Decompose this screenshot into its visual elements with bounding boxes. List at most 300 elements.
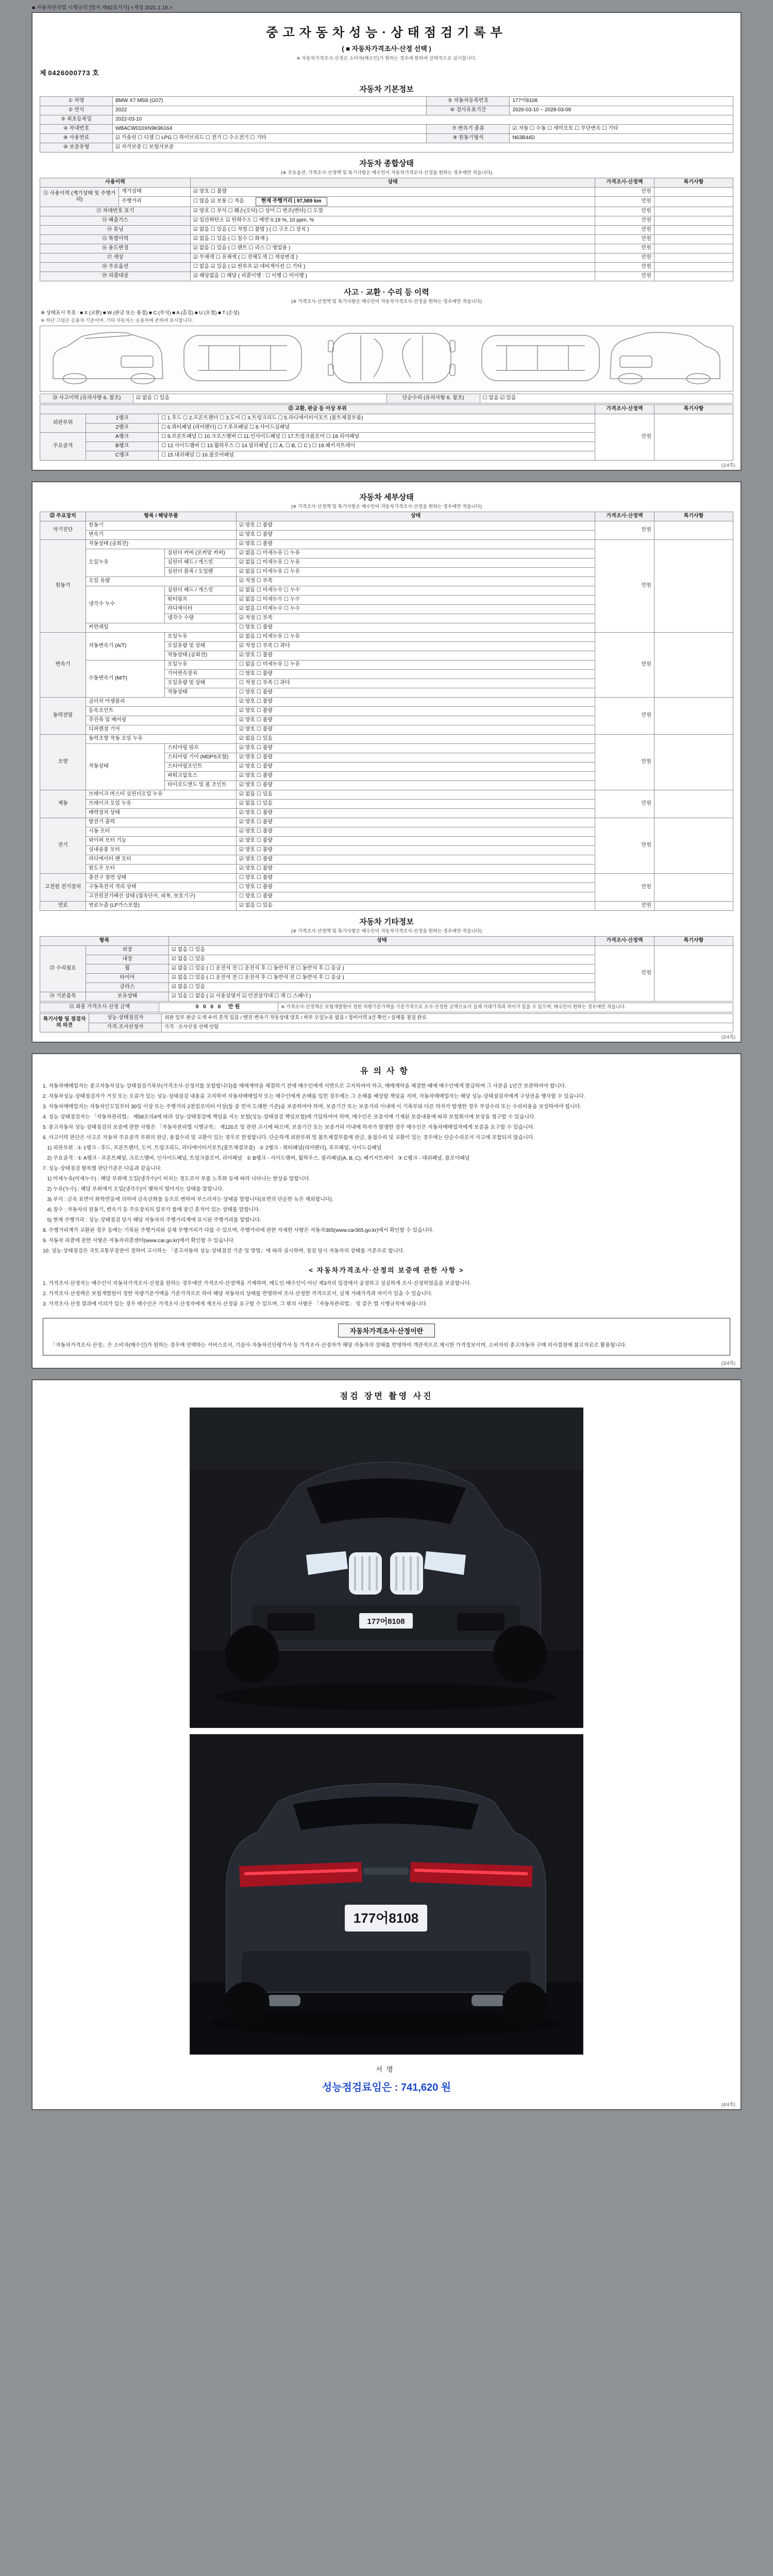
status-cell[interactable]: ☑ 없음 ☐ 있음 ( ☐ 적법 ☐ 불법 ) ( ☐ 구조 ☐ 장치 ) <box>191 225 595 234</box>
title-note: ※ 자동차가격조사·산정은 소비자(매수인)가 원하는 경우에 한하여 선택적으로 실시합니다. <box>296 56 477 61</box>
l2-cell: ⑨ 원동기형식 <box>427 134 510 143</box>
item-cell: 변속기 <box>86 530 237 539</box>
sub-cell: 실린더 헤드 / 개스킷 <box>165 586 237 595</box>
l1-cell: ⑩ 보증유형 <box>40 143 113 152</box>
table-row <box>40 394 733 403</box>
table-row <box>40 216 733 225</box>
sub-cell: 계기상태 <box>119 188 191 197</box>
item-cell: 자동변속기 (A/T) <box>86 632 165 660</box>
note-cell <box>654 521 733 539</box>
table-row <box>40 207 733 216</box>
table-row <box>40 115 733 125</box>
price-cell: 만원 <box>595 632 654 697</box>
l1-cell: ② 연식 <box>40 106 113 115</box>
table-row <box>40 134 733 143</box>
doc-no-suffix: 호 <box>92 69 99 77</box>
item-cell: 내장 <box>86 955 169 964</box>
rear-license-plate: 177어8108 <box>353 1910 419 1926</box>
price-cell: 만원 <box>595 225 654 234</box>
section-title-basic: 자동차 기본정보 <box>359 85 414 94</box>
sub-cell: 실린더 헤드 / 개스킷 <box>165 558 237 567</box>
price-cell: 만원 <box>595 945 654 1001</box>
notice-item: 9. 자동차 리콜에 관한 사항은 자동차리콜센터(www.car.go.kr)에서 확인할 수 있습니다. <box>43 1238 235 1244</box>
status-cell[interactable]: ☑ 적정 ☐ 부족 <box>237 614 595 623</box>
final-price-note: ※ 가격조사·산정액은 보험개발원이 정한 차량기준가액을 기준가격으로 조사·산정한 금액으로서 실제 거래가격과 차이가 있을 수 있으며, 매수인이 원하는 경우에만 적습니다. <box>278 1003 733 1012</box>
note-cell <box>654 539 733 632</box>
section-title-accident: 사고 · 교환 · 수리 등 이력 (※ 가격조사·산정액 및 특기사항은 매수인이 자동차가격조사·산정을 원하는 경우에만 적습니다) <box>40 282 733 307</box>
appraiser-comment: 가격 · 조사산정 선택 안함 <box>162 1023 733 1032</box>
definition-text: 「자동차가격조사·산정」은 소비자(매수인)가 원하는 경우에 선택하는 서비스로서, 기술사·자동차진단평가사 등 가격조사·산정자가 해당 자동차의 상태를 반영하여 객관적으로 제시한 가격정보이며, 소비자의 중고자동차 구매 의사결정에 참고자료로 활용됩니다. <box>51 1342 627 1348</box>
note-cell <box>654 244 733 253</box>
status-cell[interactable]: ☑ 양호 ☐ 불량 <box>237 530 595 539</box>
table-row <box>40 106 733 115</box>
item-cell: 보유상태 <box>86 992 169 1001</box>
v1-cell: BMW X7 M50i (G07) <box>113 97 427 106</box>
status-cell[interactable]: ☑ 적정 ☐ 부족 <box>237 577 595 586</box>
col-header-status: 상태 <box>169 936 595 945</box>
v1-cell: WBACW010XN9K96164 <box>113 125 427 134</box>
status-cell[interactable]: ☑ 없음 ☐ 미세누수 ☐ 누수 <box>237 595 595 604</box>
status-cell[interactable]: ☐ 적정 ☐ 부족 ☐ 과다 <box>237 679 595 688</box>
status-cell[interactable]: ☑ 없음 ☐ 있음 <box>237 799 595 808</box>
item-cell: 실내송풍 모터 <box>86 845 237 855</box>
accident-history-label: ⑳ 사고이력 (유의사항 6. 참조) <box>40 394 133 403</box>
price-cell: 만원 <box>595 873 654 901</box>
status-cell[interactable]: ☑ 양호 ☐ 불량 <box>237 743 595 753</box>
status-cell[interactable]: ☑ 무채색 ☐ 유채색 ( ☐ 전체도색 ☐ 색상변경 ) <box>191 253 595 262</box>
item-cell: 냉각수 누수 <box>86 586 165 623</box>
table-row <box>40 234 733 244</box>
warranty-item: 2. 가격조사·산정액은 보험개발원이 정한 차량기준가액을 기준가격으로 하여 해당 자동차의 상태를 반영하여 조사·산정한 가격으로서, 실제 거래가격과 차이가 있을 수 있습니다. <box>43 1291 433 1297</box>
note-cell <box>654 945 733 1001</box>
status-cell[interactable]: ☐ 9.프론트패널 ☐ 10.크로스멤버 ☐ 11.인사이드패널 ☐ 17.트렁크플로어 ☐ 18.리어패널 <box>159 432 595 442</box>
car-rear-quarter-view <box>610 332 720 384</box>
price-cell: 만원 <box>595 734 654 790</box>
car-damage-diagrams <box>40 326 733 392</box>
item-cell: C랭크 <box>86 451 159 460</box>
photo-rear-svg <box>190 1735 582 2054</box>
status-cell[interactable]: ☑ 양호 ☐ 불량 <box>237 818 595 827</box>
front-license-plate: 177어8108 <box>367 1617 405 1626</box>
status-cell[interactable]: ☐ 없음 ☐ 미세누유 ☐ 누유 <box>237 660 595 669</box>
note-cell <box>654 414 733 460</box>
odometer-box: 현재 주행거리 | 97,589 km <box>256 197 327 206</box>
status-cell[interactable]: ☑ 양호 ☐ 불량 <box>237 771 595 781</box>
car-rear-body <box>224 1784 548 2023</box>
table-header-row <box>40 936 733 945</box>
status-cell[interactable]: ☐ 6.쿼터패널 (리어펜더) ☐ 7.루프패널 ☐ 8.사이드실패널 <box>159 423 595 432</box>
item-cell: 휠 <box>86 964 169 973</box>
col-header-parts: ㉑ 교환, 판금 등 이상 부위 <box>40 404 595 414</box>
notice-item: 5. 중고자동차 성능·상태점검의 보증에 관한 사항은 「자동차관리법 시행규칙」 제120조 및 관련 고시에 따르며, 보증기간 또는 보증거리 이내에 하자가 발생한 경우 매수인은 자동차매매업자에게 보증을 요구할 수 있습니다. <box>43 1124 535 1130</box>
l2-cell: ⑤ 자동차등록번호 <box>427 97 510 106</box>
status-cell[interactable]: ☑ 없음 ☐ 있음 ( ☐ 렌트 ☐ 리스 ☐ 영업용 ) <box>191 244 595 253</box>
item-cell: 고전원전기배선 상태 (접속단자, 피복, 보호기구) <box>86 892 237 901</box>
price-cell: 만원 <box>595 197 654 207</box>
note-cell <box>654 216 733 225</box>
note-cell <box>654 873 733 901</box>
table-row <box>40 414 733 423</box>
notice-item: 4. 성능·상태점검자는 「자동차관리법」 제58조의4에 따라 성능·상태점검에 책임을 지는 보험(성능·상태점검 책임보험)에 가입하여야 하며, 매수인은 보증서에 기재된 보증내용에 따라 보험회사에 보상을 청구할 수 있습니다. <box>43 1114 536 1120</box>
group-cell: 조향 <box>40 734 86 790</box>
item-cell: 작동상태 (공회전) <box>86 539 237 549</box>
l2-cell: ⑥ 검사유효기간 <box>427 106 510 115</box>
notice-item: 1. 자동차매매업자는 중고자동차성능·상태점검기록부(가격조사·산정서를 포함합니다)를 매매계약을 체결하기 전에 매수인에게 서면으로 고지하여야 하고, 매매계약을 체결한 때에 매수인에게 발급하며 그 사본을 1년간 보관하여야 합니다. <box>43 1083 566 1089</box>
table-header-row <box>40 512 733 521</box>
status-cell[interactable]: ☐ 1.후드 ☐ 2.프론트펜더 ☐ 3.도어 ☐ 4.트렁크리드 ☐ 5.라디에이터서포트 (볼트체결부품) <box>159 414 595 423</box>
section-note: (※ 가격조사·산정액 및 특기사항은 매수인이 자동차가격조사·산정을 원하는 경우에만 적습니다) <box>291 928 482 934</box>
status-cell[interactable]: ☐ 양호 ☐ 불량 <box>237 623 595 632</box>
sub-cell: 주행거리 <box>119 197 191 207</box>
note-cell <box>654 818 733 873</box>
v2-cell: N63B44D <box>510 134 733 143</box>
price-cell: 만원 <box>595 253 654 262</box>
basic-info-table <box>40 96 733 152</box>
v1-cell[interactable]: ☑ 자가보증 ☐ 보험사보증 <box>113 143 733 152</box>
sub-cell: 파워고압호스 <box>165 771 237 781</box>
comprehensive-table <box>40 178 733 281</box>
table-row <box>40 97 733 106</box>
group-cell: 동력전달 <box>40 697 86 734</box>
status-cell[interactable]: ☐ 많음 ☑ 보통 ☐ 적음 현재 주행거리 | 97,589 km <box>191 197 595 207</box>
definition-title-wrap <box>51 1324 722 1342</box>
status-cell[interactable]: ☑ 없음 ☐ 미세누유 ☐ 누유 <box>237 558 595 567</box>
item-cell: 클러치 어셈블리 <box>86 697 237 706</box>
definition-title: 자동차가격조사·산정이란 <box>338 1324 435 1337</box>
price-cell: 만원 <box>595 244 654 253</box>
status-cell[interactable]: ☐ 양호 ☐ 불량 <box>237 892 595 901</box>
item-cell: 충전구 절연 상태 <box>86 873 237 883</box>
group-cell: 변속기 <box>40 632 86 697</box>
status-cell[interactable]: ☑ 없음 ☐ 미세누유 ☐ 누유 <box>237 567 595 577</box>
status-cell[interactable]: ☑ 없음 ☐ 있음 ( ☐ 운전석 전 ☐ 운전석 후 ☐ 동반석 전 ☐ 동반석 후 ☐ 응급 ) <box>169 964 595 973</box>
exchange-panel-table <box>40 404 733 461</box>
status-cell[interactable]: ☐ 12.사이드멤버 ☐ 13.휠하우스 ☐ 14.필러패널 ( ☐ A, ☐ B, ☐ C ) ☐ 19.패키지트레이 <box>159 442 595 451</box>
page-mark: (2/4쪽) <box>721 1034 735 1040</box>
table-row <box>40 225 733 234</box>
doc-no-prefix: 제 <box>40 69 46 77</box>
status-cell[interactable]: ☐ 양호 ☐ 불량 <box>237 688 595 697</box>
status-cell[interactable]: ☑ 양호 ☐ 불량 <box>237 725 595 734</box>
item-cell: A랭크 <box>86 432 159 442</box>
group-cell: 주요골격 <box>40 432 86 460</box>
item-cell: 수동변속기 (M/T) <box>86 660 165 697</box>
price-cell: 만원 <box>595 521 654 539</box>
table-row <box>40 253 733 262</box>
table-row <box>40 262 733 272</box>
item-cell: 연료누출 (LP가스포함) <box>86 901 237 910</box>
table-row <box>40 632 733 641</box>
notice-item: 1) 외판부위 : ① 1랭크 - 후드, 프론트펜더, 도어, 트렁크리드, 라디에이터서포트(볼트체결부품) ② 2랭크 - 쿼터패널(리어펜더), 루프패널, 사이드실패널 <box>43 1145 382 1151</box>
status-cell[interactable]: ☑ 없음 ☐ 있음 <box>237 790 595 799</box>
page-title: 중고자동차성능·상태점검기록부 <box>266 26 507 40</box>
price-cell: 만원 <box>595 216 654 225</box>
v1-cell: 2022 <box>113 106 427 115</box>
table-header-row <box>40 178 733 188</box>
warranty-title: < 자동차가격조사·산정의 보증에 관한 사항 > <box>309 1266 464 1274</box>
final-price-value: 0 0 0 0 만원 <box>159 1003 278 1012</box>
group-cell: 외판부위 <box>40 414 86 432</box>
table-row <box>40 790 733 799</box>
item-cell: 동력조향 작동 오일 누유 <box>86 734 237 743</box>
section-note: (※ 주요옵션, 가격조사·산정액 및 특기사항은 매수인이 자동차가격조사·산정을 원하는 경우에만 적습니다) <box>281 170 492 175</box>
damage-code-legend: ※ 상태표시 부호 : ■ X (교환) ■ W (판금 또는 용접) ■ C (부식) ■ A (흠집) ■ U (요철) ■ T (손상) <box>41 310 240 316</box>
status-cell[interactable]: ☑ 양호 ☐ 불량 <box>237 706 595 716</box>
sub-cell: 실린더 블록 / 오일팬 <box>165 567 237 577</box>
item-cell: ⑮ 특별이력 <box>40 234 191 244</box>
col-header-price: 가격조사·산정액 <box>595 404 654 414</box>
sub-cell: 스티어링조인트 <box>165 762 237 771</box>
item-cell: 오일누유 <box>86 549 165 577</box>
status-cell[interactable]: ☑ 양호 ☐ 불량 <box>237 808 595 818</box>
sub-cell: 실린더 커버 (로커암 커버) <box>165 549 237 558</box>
status-cell[interactable]: ☑ 적정 ☐ 부족 ☐ 과다 <box>237 641 595 651</box>
group-cell: 연료 <box>40 901 86 910</box>
col-header-device: ㉒ 주요장치 <box>40 512 86 521</box>
status-cell[interactable]: ☐ 양호 ☐ 불량 <box>237 883 595 892</box>
v1-cell: 2022-03-10 <box>113 115 733 125</box>
sub-cell: 스티어링 펌프 <box>165 743 237 753</box>
col-header-note: 특기사항 <box>654 404 733 414</box>
sub-cell: 오일유량 및 상태 <box>165 641 237 651</box>
status-cell[interactable]: ☑ 없음 ☐ 미세누유 ☐ 누유 <box>237 632 595 641</box>
price-cell: 만원 <box>595 414 654 460</box>
status-cell[interactable]: ☑ 해당없음 ☐ 해당 ( 리콜이행 : ☐ 이행 ☐ 미이행 ) <box>191 272 595 281</box>
l1-cell: ④ 차대번호 <box>40 125 113 134</box>
table-header-row <box>40 404 733 414</box>
col-header-item: 항목 / 해당부품 <box>86 512 237 521</box>
item-cell: 브레이크 마스터 실린더오일 누유 <box>86 790 237 799</box>
status-cell[interactable]: ☑ 양호 ☐ 불량 <box>237 836 595 845</box>
definition-box <box>43 1318 730 1355</box>
item-cell: 와이퍼 모터 기능 <box>86 836 237 845</box>
title-option: ( ■ 자동차가격조사·산정 선택 ) <box>342 45 431 53</box>
page-mark: (1/4쪽) <box>721 462 735 468</box>
table-row <box>40 188 733 197</box>
status-cell[interactable]: ☐ 15.대쉬패널 ☐ 16.플로어패널 <box>159 451 595 460</box>
final-price-label: ㉕ 최종 가격조사·산정 금액 <box>40 1003 159 1012</box>
status-cell[interactable]: ☑ 양호 ☐ 불량 <box>237 827 595 836</box>
status-cell[interactable]: ☑ 없음 ☐ 미세누수 ☐ 누수 <box>237 586 595 595</box>
v1-cell[interactable]: ☑ 가솔린 ☐ 디젤 ☐ LPG ☐ 하이브리드 ☐ 전기 ☐ 수소전기 ☐ 기타 <box>113 134 427 143</box>
item-cell: 윈도우 모터 <box>86 864 237 873</box>
item-cell: 외장 <box>86 945 169 955</box>
section-title-detail: 자동차 세부상태 (※ 가격조사·산정액 및 특기사항은 매수인이 자동차가격조사·산정을 원하는 경우에만 적습니다) <box>40 487 733 512</box>
col-header-status: 상태 <box>191 178 595 188</box>
status-cell[interactable]: ☑ 양호 ☐ 불량 <box>237 753 595 762</box>
signature-label: 서명 <box>376 2065 397 2073</box>
status-cell[interactable]: ☐ 없음 ☑ 있음 ( ☑ 썬루프 ☑ 네비게이션 ☐ 기타 ) <box>191 262 595 272</box>
item-cell: ⑫ 차대번호 표기 <box>40 207 191 216</box>
price-cell: 만원 <box>595 262 654 272</box>
status-cell[interactable]: ☑ 없음 ☐ 있음 <box>237 901 595 910</box>
panel-main-info <box>32 12 741 470</box>
col-header-note: 특기사항 <box>654 936 733 945</box>
sub-cell: 타이로드엔드 및 볼 조인트 <box>165 781 237 790</box>
section-note: (※ 가격조사·산정액 및 특기사항은 매수인이 자동차가격조사·산정을 원하는 경우에만 적습니다) <box>291 298 482 304</box>
group-cell: ㉓ 수리필요 <box>40 945 86 992</box>
note-cell <box>654 697 733 734</box>
status-cell[interactable]: ☑ 없음 ☐ 있음 <box>237 734 595 743</box>
doc-no-value: 0426000773 <box>48 69 91 77</box>
table-row <box>40 272 733 281</box>
item-cell: 추진축 및 베어링 <box>86 716 237 725</box>
l1-cell: ③ 최초등록일 <box>40 115 113 125</box>
group-cell: 자기진단 <box>40 521 86 539</box>
status-cell[interactable]: ☑ 양호 ☐ 불량 <box>237 521 595 530</box>
v2-cell: 2026-03-10 ~ 2028-03-09 <box>510 106 733 115</box>
accident-history-value[interactable]: ☑ 없음 ☐ 있음 <box>133 394 387 403</box>
item-cell: ⑲ 리콜대상 <box>40 272 191 281</box>
table-row <box>40 143 733 152</box>
table-row <box>40 901 733 910</box>
status-cell[interactable]: ☑ 양호 ☐ 불량 <box>237 762 595 771</box>
item-cell: 시동 모터 <box>86 827 237 836</box>
status-cell[interactable]: ☑ 있음 ☐ 없음 ( ☑ 사용설명서 ☑ 안전삼각대 ☐ 잭 ☐ 스패너 ) <box>169 992 595 1001</box>
l2-cell: ⑦ 변속기 종류 <box>427 125 510 134</box>
status-cell[interactable]: ☑ 일산화탄소 ☑ 탄화수소 ☐ 매연 0.18 %, 10 ppm, % <box>191 216 595 225</box>
item-cell: ⑪ 사용이력 (계기상태 및 주행거리) <box>40 188 119 207</box>
panel-photos <box>32 1380 741 2110</box>
item-cell: 발전기 출력 <box>86 818 237 827</box>
group-cell: 원동기 <box>40 539 86 632</box>
v2-cell: 177어8108 <box>510 97 733 106</box>
notice-title: 유의사항 <box>360 1066 413 1076</box>
status-cell[interactable]: ☑ 양호 ☐ 불량 <box>237 716 595 725</box>
table-row <box>40 1013 733 1023</box>
status-cell[interactable]: ☐ 양호 ☐ 불량 <box>237 669 595 679</box>
item-cell: 디퍼렌셜 기어 <box>86 725 237 734</box>
form-reference: ■ 자동차관리법 시행규칙 [별지 제82호서식] <개정 2021.1.19.> <box>32 5 173 11</box>
price-cell: 만원 <box>595 697 654 734</box>
photo-front <box>190 1408 583 1728</box>
final-price-table <box>40 1003 733 1012</box>
note-cell <box>654 632 733 697</box>
status-cell[interactable]: ☑ 양호 ☐ 부식 ☐ 훼손(오타) ☐ 상이 ☐ 변조(변타) ☐ 도말 <box>191 207 595 216</box>
appraiser-label: 가격·조사산정자 <box>89 1023 162 1032</box>
price-cell: 만원 <box>595 790 654 818</box>
opinion-label: 특기사항 및 점검자의 의견 <box>40 1013 89 1032</box>
notice-item: 1) 미세누유(미세누수) : 해당 부위에 오일(냉각수)이 비치는 정도로서 부품 노후화 등에 따라 나타나는 현상을 말합니다. <box>43 1176 311 1182</box>
price-cell: 만원 <box>595 539 654 632</box>
group-cell: 제동 <box>40 790 86 818</box>
status-cell[interactable]: ☑ 없음 ☐ 있음 ( ☐ 운전석 전 ☐ 운전석 후 ☐ 동반석 전 ☐ 동반석 후 ☐ 응급 ) <box>169 973 595 982</box>
car-diagram-svg <box>44 328 729 389</box>
section-title-misc: 자동차 기타정보 (※ 가격조사·산정액 및 특기사항은 매수인이 자동차가격조사·산정을 원하는 경우에만 적습니다) <box>40 912 733 936</box>
item-cell: 타이어 <box>86 973 169 982</box>
photo-rear <box>190 1734 583 2055</box>
notice-item: 4) 침수 : 자동차의 원동기, 변속기 등 주요장치의 일부가 물에 잠긴 흔적이 있는 상태를 말합니다. <box>43 1207 260 1213</box>
warranty-item: 3. 가격조사·산정 결과에 이의가 있는 경우 매수인은 가격조사·산정자에게 재조사·산정을 요구할 수 있으며, 그 밖의 사항은 「자동차관리법」 및 같은 법 시행규칙에 따릅니다. <box>43 1301 428 1307</box>
table-row <box>40 521 733 530</box>
col-header-item: 항목 <box>40 936 169 945</box>
accident-history-table <box>40 394 733 403</box>
table-row <box>40 818 733 827</box>
status-cell[interactable]: ☑ 없음 ☐ 있음 <box>169 955 595 964</box>
notice-item: 2. 자동차성능·상태점검자가 거짓 또는 오류가 있는 성능·상태점검 내용을 고지하여 자동차매매업자 또는 매수인에게 손해를 입힌 경우에는 그 손해를 배상할 책임을 지며, 자동차매매업자는 해당 성능·상태점검자에게 구상권을 행사할 수 있습니다. <box>43 1093 585 1099</box>
item-cell: 오일 유량 <box>86 577 237 586</box>
table-row <box>40 945 733 955</box>
price-cell: 만원 <box>595 207 654 216</box>
status-cell[interactable]: ☑ 양호 ☐ 불량 <box>237 781 595 790</box>
status-cell[interactable]: ☑ 없음 ☐ 있음 ( ☐ 침수 ☐ 화재 ) <box>191 234 595 244</box>
status-cell[interactable]: ☑ 양호 ☐ 불량 <box>237 864 595 873</box>
photo-front-svg <box>190 1408 582 1727</box>
price-cell: 만원 <box>595 272 654 281</box>
note-cell <box>654 790 733 818</box>
car-top-view <box>328 333 455 383</box>
panel-notice <box>32 1054 741 1368</box>
status-cell[interactable]: ☑ 없음 ☐ 미세누수 ☐ 누수 <box>237 604 595 614</box>
warranty-item: 1. 가격조사·산정자는 매수인이 자동차가격조사·산정을 원하는 경우에만 가격조사·산정액을 기재하며, 매도인·매수인이 아닌 제3자의 입장에서 공정하고 성실하게 조사·산정하였음을 보증합니다. <box>43 1280 472 1286</box>
status-cell[interactable]: ☐ 양호 ☐ 불량 <box>237 873 595 883</box>
status-cell[interactable]: ☑ 양호 ☐ 불량 <box>237 855 595 864</box>
item-cell: 원동기 <box>86 521 237 530</box>
notice-item: 2) 주요골격 : ① A랭크 - 프론트패널, 크로스멤버, 인사이드패널, 트렁크플로어, 리어패널 ② B랭크 - 사이드멤버, 휠하우스, 필러패널(A, B, C), 패키지트레이 ③ C랭크 - 대쉬패널, 플로어패널 <box>43 1155 470 1161</box>
item-cell: ⑱ 주요옵션 <box>40 262 191 272</box>
col-header-price: 가격조사·산정액 <box>595 936 654 945</box>
item-cell: 구동축전지 격리 상태 <box>86 883 237 892</box>
l1-cell: ⑧ 사용연료 <box>40 134 113 143</box>
panel-detail-state <box>32 482 741 1042</box>
status-cell[interactable]: ☑ 양호 ☐ 불량 <box>237 651 595 660</box>
warranty-list <box>40 1280 733 1309</box>
table-row <box>40 697 733 706</box>
item-cell: ⑯ 용도변경 <box>40 244 191 253</box>
status-cell[interactable]: ☑ 없음 ☐ 미세누유 ☐ 누유 <box>237 549 595 558</box>
notice-item: 5) 현재 주행거리 : 성능·상태점검 당시 해당 자동차의 주행거리계에 표시된 주행거리를 말합니다. <box>43 1217 261 1223</box>
note-cell <box>654 234 733 244</box>
sub-cell: 작동상태 (공회전) <box>165 651 237 660</box>
notice-item: 7. 성능·상태점검 항목별 판단기준은 다음과 같습니다. <box>43 1165 162 1172</box>
notice-item: 2) 누유(누수) : 해당 부위에서 오일(냉각수)이 맺혀서 떨어지는 상태를 말합니다. <box>43 1186 224 1192</box>
sub-cell: 기어변속장치 <box>165 669 237 679</box>
section-note: (※ 가격조사·산정액 및 특기사항은 매수인이 자동차가격조사·산정을 원하는 경우에만 적습니다) <box>291 503 482 509</box>
table-row <box>40 1003 733 1012</box>
status-cell[interactable]: ☑ 없음 ☐ 있음 <box>169 982 595 992</box>
inspector-comment: 외판 일부 판금·도색 수리 흔적 있음 / 엔진·변속기 작동상태 양호 / 하부 오일누유 없음 / 정비이력 3건 확인 / 실매물 점검 완료 <box>162 1013 733 1023</box>
item-cell: ⑰ 색상 <box>40 253 191 262</box>
document-number <box>40 67 733 77</box>
group-cell: ㉔ 기본품목 <box>40 992 86 1001</box>
item-cell: ⑬ 배출가스 <box>40 216 191 225</box>
inspector-label: 성능·상태점검자 <box>89 1013 162 1023</box>
underbody-frame-left <box>184 335 301 381</box>
status-cell[interactable]: ☑ 양호 ☐ 불량 <box>191 188 595 197</box>
group-cell: 고전원 전기장치 <box>40 873 86 901</box>
sub-cell: 오일누유 <box>165 660 237 669</box>
price-cell: 만원 <box>595 818 654 873</box>
status-cell[interactable]: ☑ 양호 ☐ 불량 <box>237 845 595 855</box>
v2-cell[interactable]: ☑ 자동 ☐ 수동 ☐ 세미오토 ☐ 무단변속 ☐ 기타 <box>510 125 733 134</box>
notice-list <box>40 1082 733 1256</box>
table-row <box>40 873 733 883</box>
simple-repair-label: 단순수리 (유의사항 6. 참조) <box>386 394 480 403</box>
photos-title: 점검 장면 촬영 사진 <box>340 1392 433 1401</box>
item-cell: 글라스 <box>86 982 169 992</box>
status-cell[interactable]: ☑ 양호 ☐ 불량 <box>237 539 595 549</box>
item-cell: 배력장치 상태 <box>86 808 237 818</box>
note-cell <box>654 253 733 262</box>
note-cell <box>654 901 733 910</box>
car-front-quarter-view <box>53 332 163 384</box>
item-cell: 브레이크 오일 누유 <box>86 799 237 808</box>
simple-repair-value[interactable]: ☐ 없음 ☑ 있음 <box>480 394 733 403</box>
col-header-note: 특기사항 <box>654 178 733 188</box>
status-cell[interactable]: ☑ 양호 ☐ 불량 <box>237 697 595 706</box>
status-cell[interactable]: ☑ 없음 ☐ 있음 <box>169 945 595 955</box>
note-cell <box>654 207 733 216</box>
